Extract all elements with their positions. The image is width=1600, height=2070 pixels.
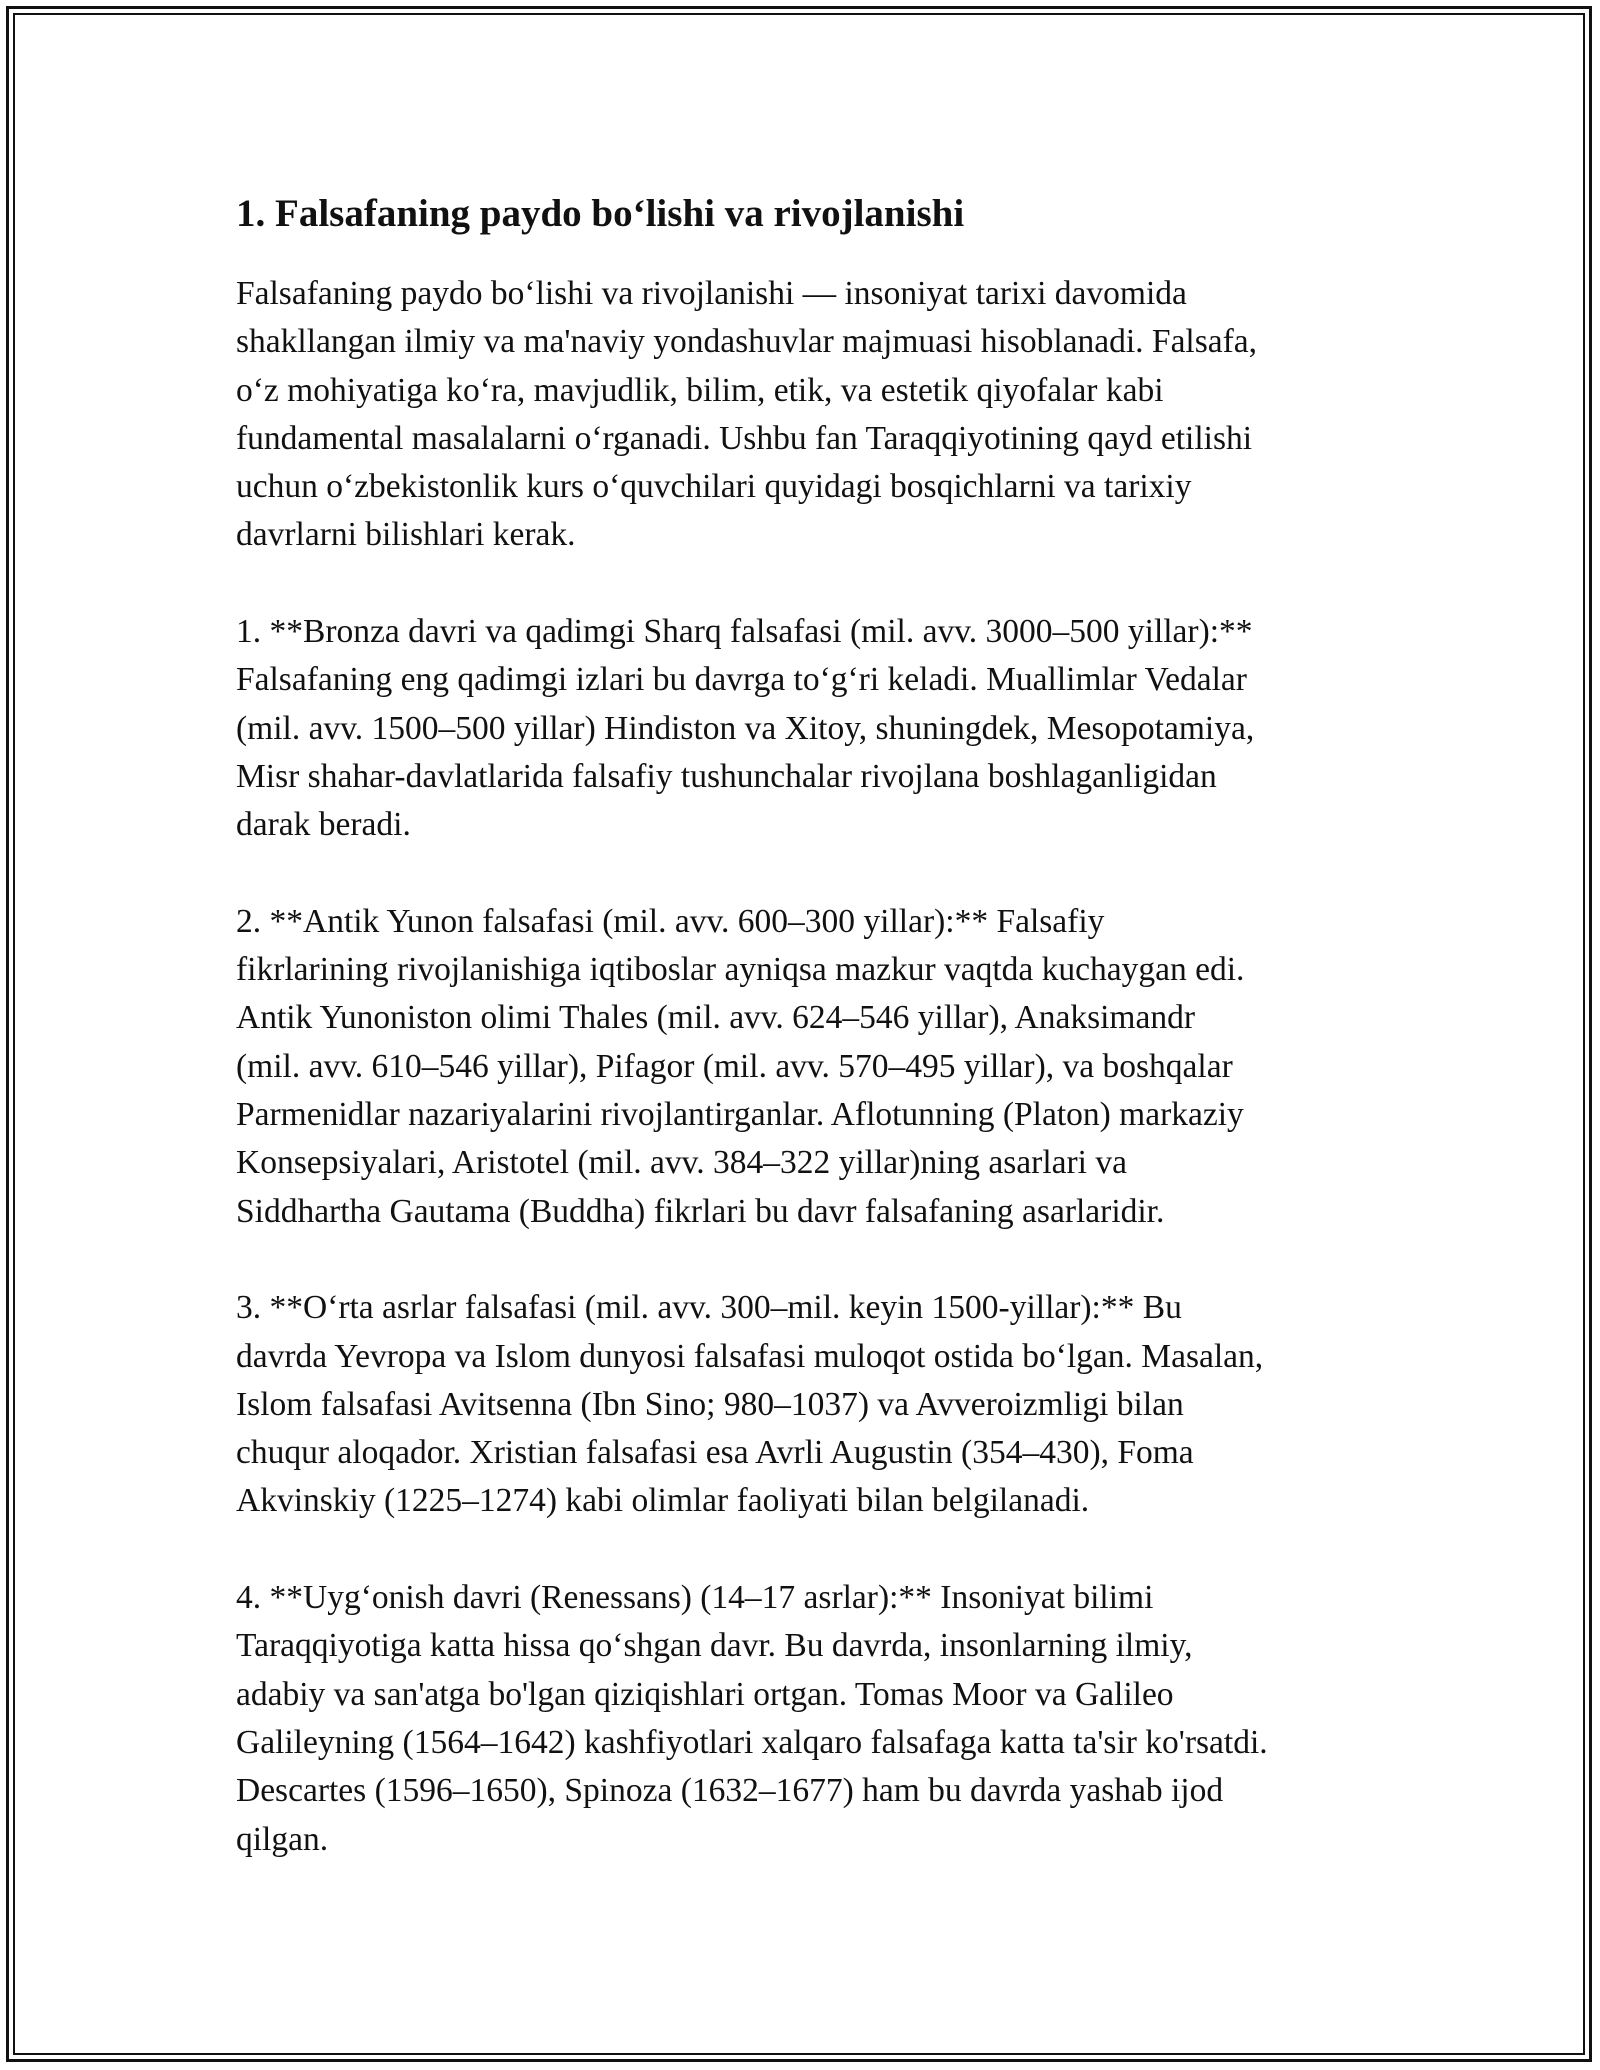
- section-heading: 1. Falsafaning paydo bo‘lishi va rivojlanishi: [236, 192, 965, 235]
- paragraph-renaissance: 4. **Uyg‘onish davri (Renessans) (14–17 asrlar):** Insoniyat bilimi Taraqqiyotiga katta hissa qo‘shgan davr. Bu davrda, insonlarning ilmiy, adabiy va san'atga bo'lgan qiziqishlari ortgan. Tomas Moor va Galileo Galileyning (1564–1642) kashfiyotlari xalqaro falsafaga katta ta'sir ko'rsatdi. Descartes (1596–1650), Spinoza (1632–1677) ham bu davrda yashab ijod qilgan.: [236, 1579, 1268, 1858]
- document-body: [236, 188, 1376, 1912]
- intro-paragraph: Falsafaning paydo bo‘lishi va rivojlanishi — insoniyat tarixi davomida shakllangan ilmiy va ma'naviy yondashuvlar majmuasi hisoblanadi. Falsafa, o‘z mohiyatiga ko‘ra, mavjudlik, bilim, etik, va estetik qiyofalar kabi fundamental masalalarni o‘rganadi. Ushbu fan Taraqqiyotining qayd etilishi uchun o‘zbekistonlik kurs o‘quvchilari quyidagi bosqichlarni va tarixiy davrlarni bilishlari kerak.: [236, 275, 1258, 554]
- paragraph-ancient-greek: 2. **Antik Yunon falsafasi (mil. avv. 600–300 yillar):** Falsafiy fikrlarining rivojlanishiga iqtiboslar ayniqsa mazkur vaqtda kuchaygan edi. Antik Yunoniston olimi Thales (mil. avv. 624–546 yillar), Anaksimandr (mil. avv. 610–546 yillar), Pifagor (mil. avv. 570–495 yillar), va boshqalar Parmenidlar nazariyalarini rivojlantirganlar. Aflotunning (Platon) markaziy Konsepsiyalari, Aristotel (mil. avv. 384–322 yillar)ning asarlari va Siddhartha Gautama (Buddha) fikrlari bu davr falsafaning asarlaridir.: [236, 902, 1245, 1230]
- paragraph-bronze-age: 1. **Bronza davri va qadimgi Sharq falsafasi (mil. avv. 3000–500 yillar):** Falsafaning eng qadimgi izlari bu davrga to‘g‘ri keladi. Muallimlar Vedalar (mil. avv. 1500–500 yillar) Hindiston va Xitoy, shuningdek, Mesopotamiya, Misr shahar-davlatlarida falsafiy tushunchalar rivojlana boshlaganligidan darak beradi.: [236, 613, 1255, 844]
- paragraph-middle-ages: 3. **O‘rta asrlar falsafasi (mil. avv. 300–mil. keyin 1500-yillar):** Bu davrda Yevropa va Islom dunyosi falsafasi muloqot ostida bo‘lgan. Masalan, Islom falsafasi Avitsenna (Ibn Sino; 980–1037) va Avveroizmligi bilan chuqur aloqador. Xristian falsafasi esa Avrli Augustin (354–430), Foma Akvinskiy (1225–1274) kabi olimlar faoliyati bilan belgilanadi.: [236, 1289, 1264, 1520]
